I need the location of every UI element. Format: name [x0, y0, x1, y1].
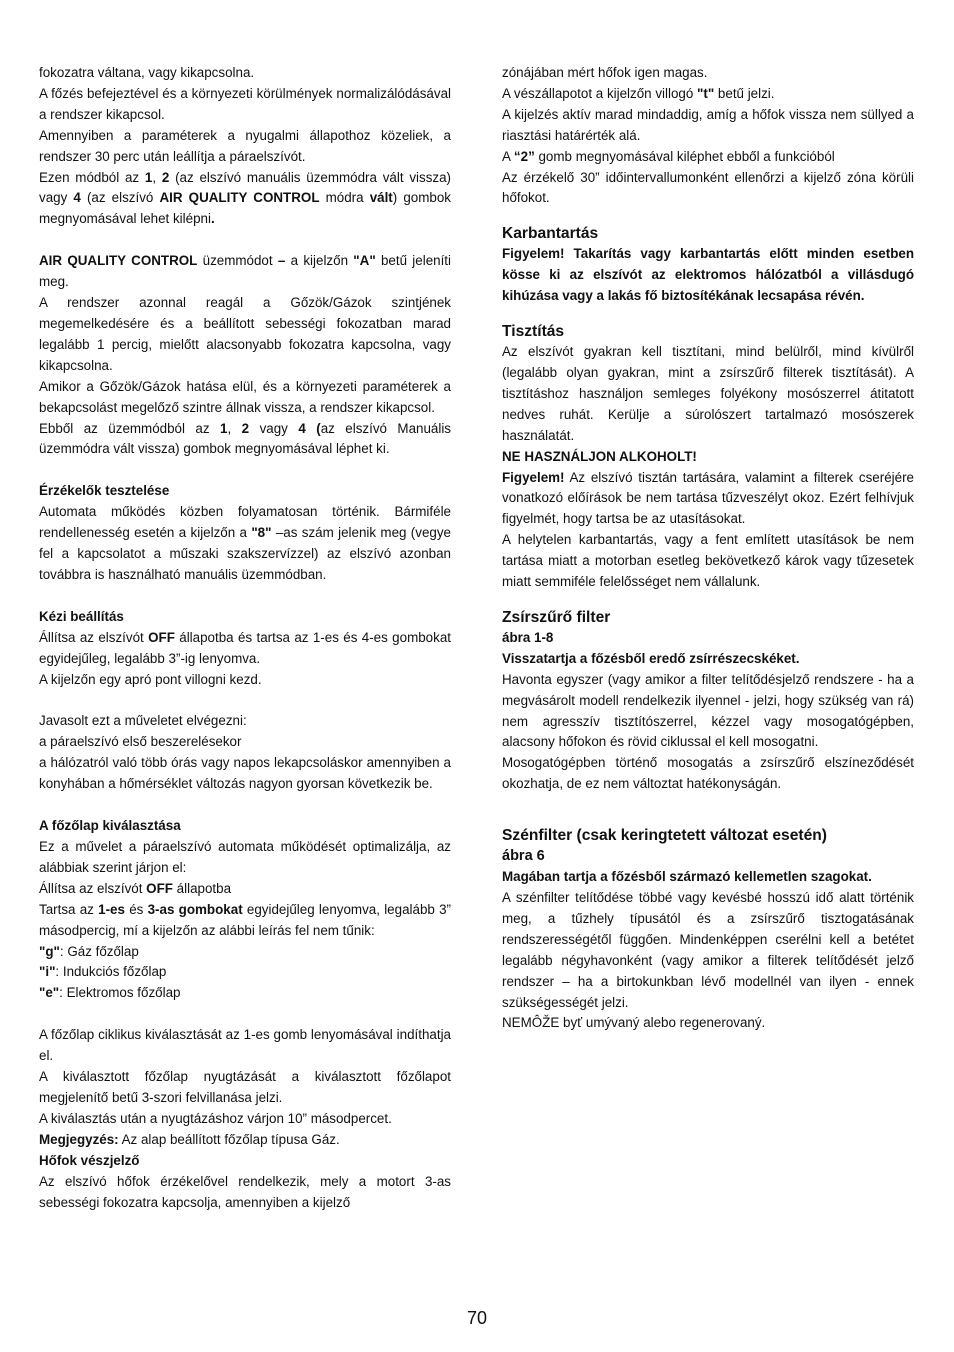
paragraph: A főzés befejeztével és a környezeti körülmények normalizálódásával a rendszer kikapcsol. [39, 85, 451, 122]
paragraph: Állítsa az elszívót OFF állapotba [39, 880, 232, 896]
hob-option: "e": Elektromos főzőlap [39, 985, 181, 1001]
warning-line: NE HASZNÁLJON ALKOHOLT! [502, 448, 697, 464]
paragraph: A kijelzés aktív marad mindaddig, amíg a hőfok vissza nem süllyed a riasztási határérték alá. [502, 106, 914, 143]
subheading: Magában tartja a főzésből származó kellemetlen szagokat. [502, 869, 872, 885]
figure-reference: ábra 1-8 [502, 629, 554, 645]
paragraph: NEMÔŽE byť umývaný alebo regenerovaný. [502, 1015, 766, 1031]
paragraph: A “2” gomb megnyomásával kiléphet ebből a funkcióból [502, 148, 835, 164]
paragraph: A rendszer azonnal reagál a Gőzök/Gázok szintjének megemelkedésére és a beállított sebességi fokozatban marad legalább 1 percig, mielőtt alacsonyabb fokozatra kapcsolna, vagy kikapcsolna. [39, 295, 451, 373]
hob-option: "g": Gáz főzőlap [39, 943, 139, 959]
paragraph: A kijelzőn egy apró pont villogni kezd. [39, 671, 262, 687]
section-heading: Karbantartás [502, 225, 599, 243]
section-heading: Tisztítás [502, 323, 565, 341]
subheading: Visszatartja a főzésből eredő zsírrészecskéket. [502, 650, 800, 666]
paragraph: Figyelem! Az elszívó tisztán tartására, valamint a filterek cseréjére vonatkozó előírások be nem tartása tűzveszélyt okoz. Ezért felhívjuk figyelmét, hogy tartsa be az utasításokat. [502, 469, 914, 527]
paragraph: Állítsa az elszívót OFF állapotba és tartsa az 1-es és 4-es gombokat egyidejűleg, legalább 3”-ig lenyomva. [39, 629, 451, 666]
section-heading: A főzőlap kiválasztása [39, 818, 181, 834]
paragraph: Megjegyzés: Az alap beállított főzőlap típusa Gáz. [39, 1131, 340, 1147]
paragraph: Automata működés közben folyamatosan történik. Bármiféle rendellenesség esetén a kijelzőn a "8" –as szám jelenik meg (vegye fel a kapcsolatot a műszaki szakszervízzel) az elszívó azonban továbbra is használható manuális üzemmódban. [39, 504, 452, 582]
section-heading: Kézi beállítás [39, 608, 124, 624]
paragraph: A szénfilter telítődése többé vagy kevésbé hosszú idő alatt történik meg, a tűzhely típusától és a zsírszűrő tisztogatásának rendszerességétől függően. Mindenképpen cserélni kell a betétet legalább négyhavonként (vagy amikor a filterek telítődését jelző rendszer – ha a birtokunkban lévő modellnél van ilyen - ennek szükségességét jelzi. [502, 890, 914, 1010]
paragraph: Az elszívó hőfok érzékelővel rendelkezik, mely a motort 3-as sebességi fokozatra kapcsolja, amennyiben a kijelző [39, 1173, 451, 1210]
section-heading: Érzékelők tesztelése [39, 483, 170, 499]
paragraph: A főzőlap ciklikus kiválasztását az 1-es gomb lenyomásával indíthatja el. [39, 1027, 451, 1064]
right-column [502, 63, 914, 1034]
paragraph: A vészállapotot a kijelzőn villogó "t" betű jelzi. [502, 85, 775, 101]
paragraph: Amikor a Gőzök/Gázok hatása elül, és a környezeti paraméterek a bekapcsolást megelőző szintre állnak vissza, a rendszer kikapcsol. [39, 378, 451, 415]
paragraph: Ezen módból az 1, 2 (az elszívó manuális üzemmódra vált vissza) vagy 4 (az elszívó AIR QUALITY CONTROL módra vált) gombok megnyomásával lehet kilépni. [39, 169, 452, 227]
section-heading: Zsírszűrő filter [502, 608, 611, 626]
left-column [39, 63, 451, 1213]
paragraph: A helytelen karbantartás, vagy a fent említett utasítások be nem tartása miatt a motorban esetleg bekövetkező károk vagy tűzesetek miatt semmiféle felelősséget nem vállalunk. [502, 532, 914, 590]
warning-paragraph: Figyelem! Takarítás vagy karbantartás előtt minden esetben kösse ki az elszívót az elektromos hálózatból a villásdugó kihúzása vagy a lakás fő biztosítékának lecsapása révén. [502, 246, 914, 304]
paragraph: Javasolt ezt a műveletet elvégezni: [39, 713, 247, 729]
paragraph: a hálózatról való több órás vagy napos lekapcsoláskor amennyiben a konyhában a hőmérséklet változás nagyon gyorsan következik be. [39, 755, 451, 792]
paragraph: A kiválasztás után a nyugtázáshoz várjon 10” másodpercet. [39, 1110, 392, 1126]
hob-option: "i": Indukciós főzőlap [39, 964, 167, 980]
section-heading: Szénfilter (csak keringtetett változat esetén) [502, 827, 827, 845]
paragraph: a páraelszívó első beszerelésekor [39, 734, 242, 750]
paragraph: zónájában mért hőfok igen magas. [502, 65, 708, 80]
paragraph: Ez a művelet a páraelszívó automata működését optimalizálja, az alábbiak szerint járjon el: [39, 839, 451, 875]
paragraph: Tartsa az 1-es és 3-as gombokat egyidejűleg lenyomva, legalább 3” másodpercig, mí a kijelzőn az alábbi leírás fel nem tűnik: [39, 901, 452, 938]
paragraph: A kiválasztott főzőlap nyugtázását a kiválasztott főzőlapot megjelenítő betű 3-szori felvillanása jelzi. [39, 1069, 451, 1105]
page-number: 70 [466, 1308, 488, 1328]
paragraph: fokozatra váltana, vagy kikapcsolna. [39, 65, 255, 80]
paragraph: Az elszívót gyakran kell tisztítani, mind belülről, mind kívülről (legalább olyan gyakran, mint a zsírszűrő filterek tisztítását). A tisztításhoz használjon semleges folyékony mosószerrel átitatott nedves ruhát. Kerülje a súrolószert tartalmazó mosószerek használatát. [502, 344, 914, 443]
figure-reference: ábra 6 [502, 848, 545, 865]
paragraph: Havonta egyszer (vagy amikor a filter telítődésjelző rendszere - ha a megvásárolt modell rendelkezik ilyennel - jelzi, hogy szükség van rá) nem agresszív tisztítószerrel, kézzel vagy mosogatógépben, alacsony hőfokon és rövid ciklussal el kell mosogatni. [502, 671, 914, 750]
paragraph: Az érzékelő 30” időintervallumonként ellenőrzi a kijelző zóna körüli hőfokot. [502, 169, 914, 206]
paragraph: Mosogatógépben történő mosogatás a zsírszűrő elszíneződését okozhatja, de ez nem változtat hatékonyságán. [502, 755, 914, 792]
paragraph: Ebből az üzemmódból az 1, 2 vagy 4 (az elszívó Manuális üzemmódra vált vissza) gombok megnyomásával léphet ki. [39, 420, 452, 457]
paragraph: AIR QUALITY CONTROL üzemmódot – a kijelzőn "A" betű jeleníti meg. [39, 253, 452, 290]
paragraph: Amennyiben a paraméterek a nyugalmi állapothoz közeliek, a rendszer 30 perc után leállítja a páraelszívót. [39, 127, 451, 164]
section-heading: Hőfok vészjelző [39, 1152, 140, 1168]
